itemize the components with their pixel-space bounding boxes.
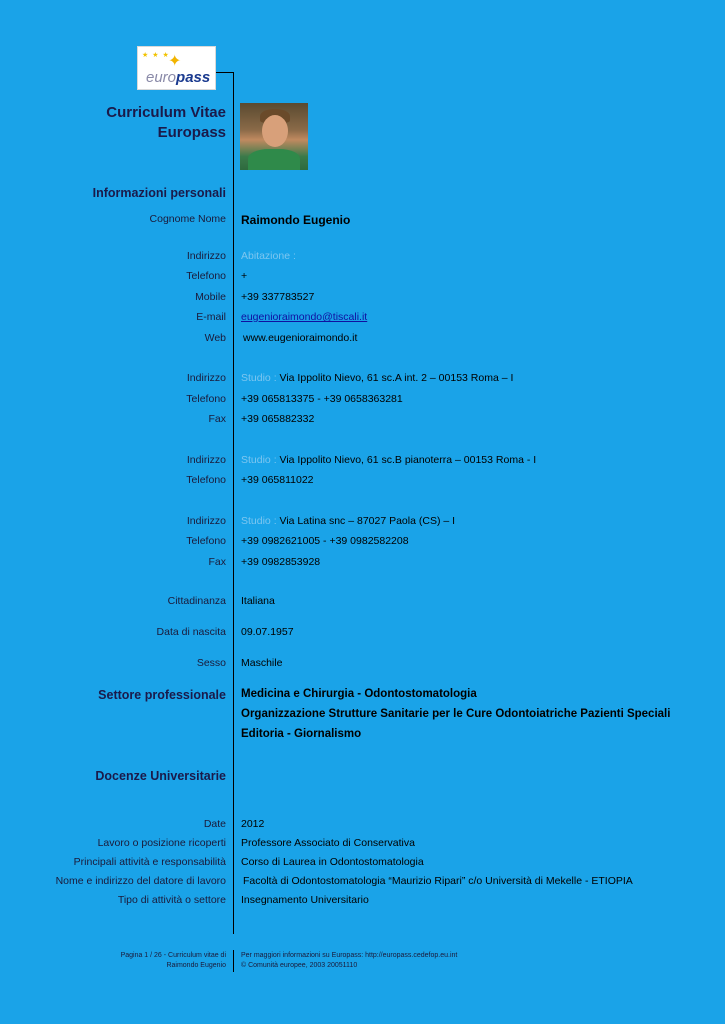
activities-label: Principali attività e responsabilità — [73, 856, 226, 868]
professional-line: Medicina e Chirurgia - Odontostomatologia — [241, 688, 477, 700]
birthdate-value: 09.07.1957 — [241, 626, 294, 638]
europass-logo — [137, 46, 216, 90]
studio2-phone-value: +39 065811022 — [241, 474, 314, 486]
eu-stars-icon: ★ ★ ★ — [142, 52, 170, 59]
studio3-address-value: Studio : Via Latina snc – 87027 Paola (CS) – I — [241, 515, 456, 527]
document-title: Curriculum Vitae Europass — [106, 104, 226, 141]
sex-value: Maschile — [241, 657, 283, 669]
section-personal-info: Informazioni personali — [92, 186, 226, 200]
studio1-fax-label: Fax — [208, 413, 226, 425]
studio3-fax-label: Fax — [208, 556, 226, 568]
date-label: Date — [203, 818, 226, 830]
home-address-label: Indirizzo — [186, 250, 226, 262]
europass-figure-icon: ✦ — [168, 53, 182, 70]
studio1-address-value: Studio : Via Ippolito Nievo, 61 sc.A int. 2 – 00153 Roma – I — [241, 372, 514, 384]
sex-label: Sesso — [196, 657, 226, 669]
mobile-value: +39 337783527 — [241, 291, 315, 303]
email-link[interactable]: eugenioraimondo@tiscali.it — [241, 311, 368, 323]
name-label: Cognome Nome — [149, 213, 226, 225]
footer-europass-info: Per maggiori informazioni su Europass: http://europass.cedefop.eu.int © Comunità europee, 2003 20051110 — [241, 952, 458, 969]
studio2-address-label: Indirizzo — [186, 454, 226, 466]
citizenship-value: Italiana — [241, 595, 275, 607]
activity-type-value: Insegnamento Universitario — [241, 894, 369, 906]
studio1-fax-value: +39 065882332 — [241, 413, 315, 425]
section-professional: Settore professionale — [98, 688, 226, 702]
citizenship-label: Cittadinanza — [167, 595, 226, 607]
professional-line: Organizzazione Strutture Sanitarie per le Cure Odontoiatriche Pazienti Speciali — [241, 708, 671, 720]
studio2-address-value: Studio : Via Ippolito Nievo, 61 sc.B pianoterra – 00153 Roma - I — [241, 454, 537, 466]
vertical-divider — [233, 72, 234, 934]
email-label: E-mail — [196, 311, 226, 323]
europass-wordmark: europass — [146, 69, 211, 86]
mobile-label: Mobile — [195, 291, 226, 303]
professional-line: Editoria - Giornalismo — [241, 728, 362, 740]
footer-divider — [233, 950, 234, 972]
home-address-value: Abitazione : — [241, 250, 296, 262]
studio3-address-label: Indirizzo — [186, 515, 226, 527]
web-label: Web — [204, 332, 226, 344]
studio3-fax-value: +39 0982853928 — [241, 556, 321, 568]
studio1-phone-value: +39 065813375 - +39 0658363281 — [241, 393, 403, 405]
studio3-phone-value: +39 0982621005 - +39 0982582208 — [241, 535, 409, 547]
studio1-address-label: Indirizzo — [186, 372, 226, 384]
web-value[interactable]: www.eugenioraimondo.it — [243, 332, 358, 344]
activity-type-label: Tipo di attività o settore — [117, 894, 226, 906]
home-phone-label: Telefono — [186, 270, 226, 282]
profile-photo — [240, 103, 308, 170]
footer-page-info: Pagina 1 / 26 - Curriculum vitae di Raimondo Eugenio — [120, 952, 226, 969]
employer-value: Facoltà di Odontostomatologia “Maurizio Ripari” c/o Università di Mekelle - ETIOPIA — [243, 875, 633, 887]
studio1-phone-label: Telefono — [186, 393, 226, 405]
studio2-phone-label: Telefono — [186, 474, 226, 486]
position-label: Lavoro o posizione ricoperti — [97, 837, 226, 849]
position-value: Professore Associato di Conservativa — [241, 837, 415, 849]
home-phone-value: + — [241, 270, 248, 282]
studio3-phone-label: Telefono — [186, 535, 226, 547]
birthdate-label: Data di nascita — [156, 626, 226, 638]
employer-label: Nome e indirizzo del datore di lavoro — [55, 875, 226, 887]
top-divider-tick — [216, 72, 234, 73]
date-value: 2012 — [241, 818, 265, 830]
activities-value: Corso di Laurea in Odontostomatologia — [241, 856, 424, 868]
name-value: Raimondo Eugenio — [241, 213, 351, 227]
section-teaching: Docenze Universitarie — [95, 769, 226, 783]
